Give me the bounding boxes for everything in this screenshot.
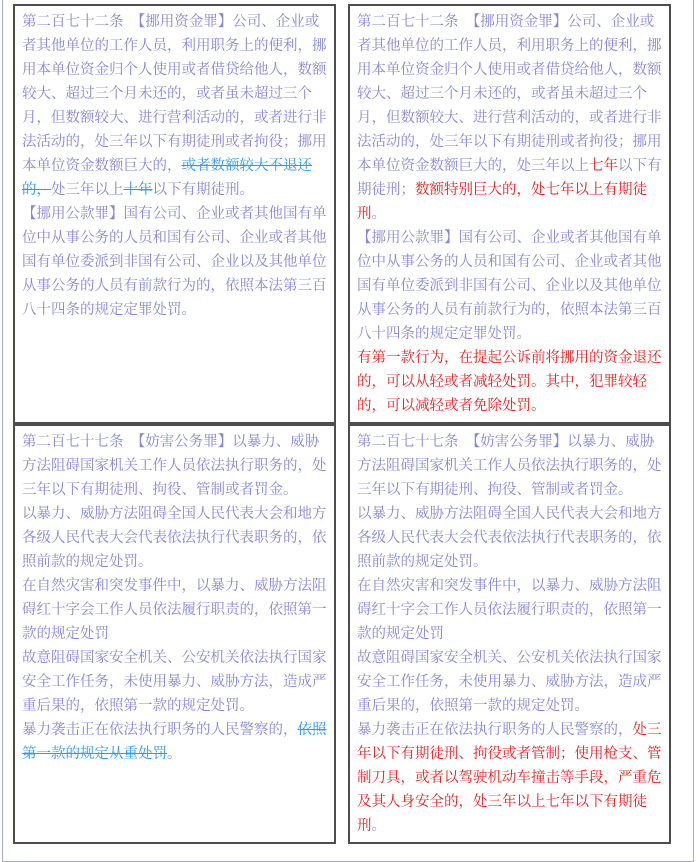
text-segment-normal: 【挪用公款罪】国有公司、企业或者其他国有单位中从事公务的人员和国有公司、企业或者其他国有单位委派到非国有公司、企业以及其他单位从事公务的人员有前款行为的，依照本法第三百八十四条的规定定罪处罚。 xyxy=(22,206,327,318)
text-segment-normal: 【挪用公款罪】国有公司、企业或者其他国有单位中从事公务的人员和国有公司、企业或者其他国有单位委派到非国有公司、企业以及其他单位从事公务的人员有前款行为的，依照本法第三百八十四条的规定定罪处罚。 xyxy=(357,230,662,342)
text-segment-normal: 暴力袭击正在依法执行职务的人民警察的， xyxy=(22,722,298,738)
law-paragraph xyxy=(357,10,662,226)
text-segment-normal: 。 xyxy=(371,206,386,222)
law-paragraph xyxy=(22,574,327,646)
law-paragraph xyxy=(357,574,662,646)
text-segment-normal: 在自然灾害和突发事件中，以暴力、威胁方法阻碍红十字会工作人员依法履行职责的，依照第一款的规定处罚 xyxy=(22,578,327,642)
text-segment-normal: 以下有期徒刑。 xyxy=(152,182,254,198)
table-row xyxy=(13,424,671,844)
text-segment-normal: 第二百七十二条 【挪用资金罪】公司、企业或者其他单位的工作人员，利用职务上的便利，挪用本单位资金归个人使用或者借贷给他人，数额较大、超过三个月未还的，或者虽未超过三个月，但数额较大、进行营利活动的，或者进行非法活动的，处三年以下有期徒刑或者拘役；挪用本单位资金数额巨大的，处三年以上 xyxy=(357,14,662,174)
law-paragraph xyxy=(357,430,662,502)
law-paragraph xyxy=(22,718,327,766)
law-paragraph xyxy=(22,646,327,718)
text-segment-added: 七年 xyxy=(589,158,618,174)
text-segment-normal: 第二百七十七条 【妨害公务罪】以暴力、威胁方法阻碍国家机关工作人员依法执行职务的，处三年以下有期徒刑、拘役、管制或者罚金。 xyxy=(357,434,662,498)
text-segment-normal: 在自然灾害和突发事件中，以暴力、威胁方法阻碍红十字会工作人员依法履行职责的，依照第一款的规定处罚 xyxy=(357,578,662,642)
text-segment-normal: 以暴力、威胁方法阻碍全国人民代表大会和地方各级人民代表大会代表依法执行代表职务的，依照前款的规定处罚。 xyxy=(22,506,327,570)
law-paragraph xyxy=(357,718,662,838)
article-277-old-text xyxy=(22,430,327,766)
text-segment-added: 数额特别巨大的，处七年以上有期徒刑 xyxy=(357,182,647,222)
text-segment-normal: 以下有期徒刑； xyxy=(357,158,662,198)
table-row xyxy=(13,4,671,424)
text-segment-normal: 故意阻碍国家安全机关、公安机关依法执行国家安全工作任务，未使用暴力、威胁方法，造成严重后果的，依照第一款的规定处罚。 xyxy=(22,650,327,714)
cell-article-272-old xyxy=(13,4,336,424)
law-paragraph xyxy=(357,646,662,718)
text-segment-normal: 。 xyxy=(371,818,386,834)
text-segment-deleted: 或者数额较大不退还的， xyxy=(22,158,312,198)
law-paragraph xyxy=(357,502,662,574)
article-272-new-text xyxy=(357,10,662,418)
law-paragraph xyxy=(22,502,327,574)
law-paragraph xyxy=(357,226,662,346)
text-segment-deleted: 十年 xyxy=(123,182,153,198)
article-272-old-text xyxy=(22,10,327,322)
law-paragraph xyxy=(22,202,327,322)
cell-article-272-new xyxy=(348,4,671,424)
text-segment-normal: 故意阻碍国家安全机关、公安机关依法执行国家安全工作任务，未使用暴力、威胁方法，造成严重后果的，依照第一款的规定处罚。 xyxy=(357,650,662,714)
text-segment-normal: 第二百七十七条 【妨害公务罪】以暴力、威胁方法阻碍国家机关工作人员依法执行职务的，处三年以下有期徒刑、拘役、管制或者罚金。 xyxy=(22,434,327,498)
cell-article-277-new xyxy=(348,424,671,844)
article-277-new-text xyxy=(357,430,662,838)
text-segment-deleted: 依照第一款的规定从重处罚 xyxy=(22,722,327,762)
text-segment-normal: 以暴力、威胁方法阻碍全国人民代表大会和地方各级人民代表大会代表依法执行代表职务的，依照前款的规定处罚。 xyxy=(357,506,662,570)
law-paragraph xyxy=(357,346,662,418)
cell-article-277-old xyxy=(13,424,336,844)
text-segment-added: 处三年以下有期徒刑、拘役或者管制；使用枪支、管制刀具，或者以驾驶机动车撞击等手段，严重危及其人身安全的，处三年以上七年以下有期徒刑 xyxy=(357,722,662,834)
text-segment-normal: 第二百七十二条 【挪用资金罪】公司、企业或者其他单位的工作人员，利用职务上的便利，挪用本单位资金归个人使用或者借贷给他人，数额较大、超过三个月未还的，或者虽未超过三个月，但数额较大、进行营利活动的，或者进行非法活动的，处三年以下有期徒刑或者拘役；挪用本单位资金数额巨大的， xyxy=(22,14,327,174)
text-segment-normal: 。 xyxy=(167,746,182,762)
text-segment-normal: 暴力袭击正在依法执行职务的人民警察的， xyxy=(357,722,633,738)
law-paragraph xyxy=(22,10,327,202)
law-paragraph xyxy=(22,430,327,502)
text-segment-normal: 处三年以上 xyxy=(51,182,124,198)
law-comparison-table xyxy=(1,4,683,844)
text-segment-added: 有第一款行为，在提起公诉前将挪用的资金退还的，可以从轻或者减轻处罚。其中，犯罪较轻的，可以减轻或者免除处罚。 xyxy=(357,350,662,414)
